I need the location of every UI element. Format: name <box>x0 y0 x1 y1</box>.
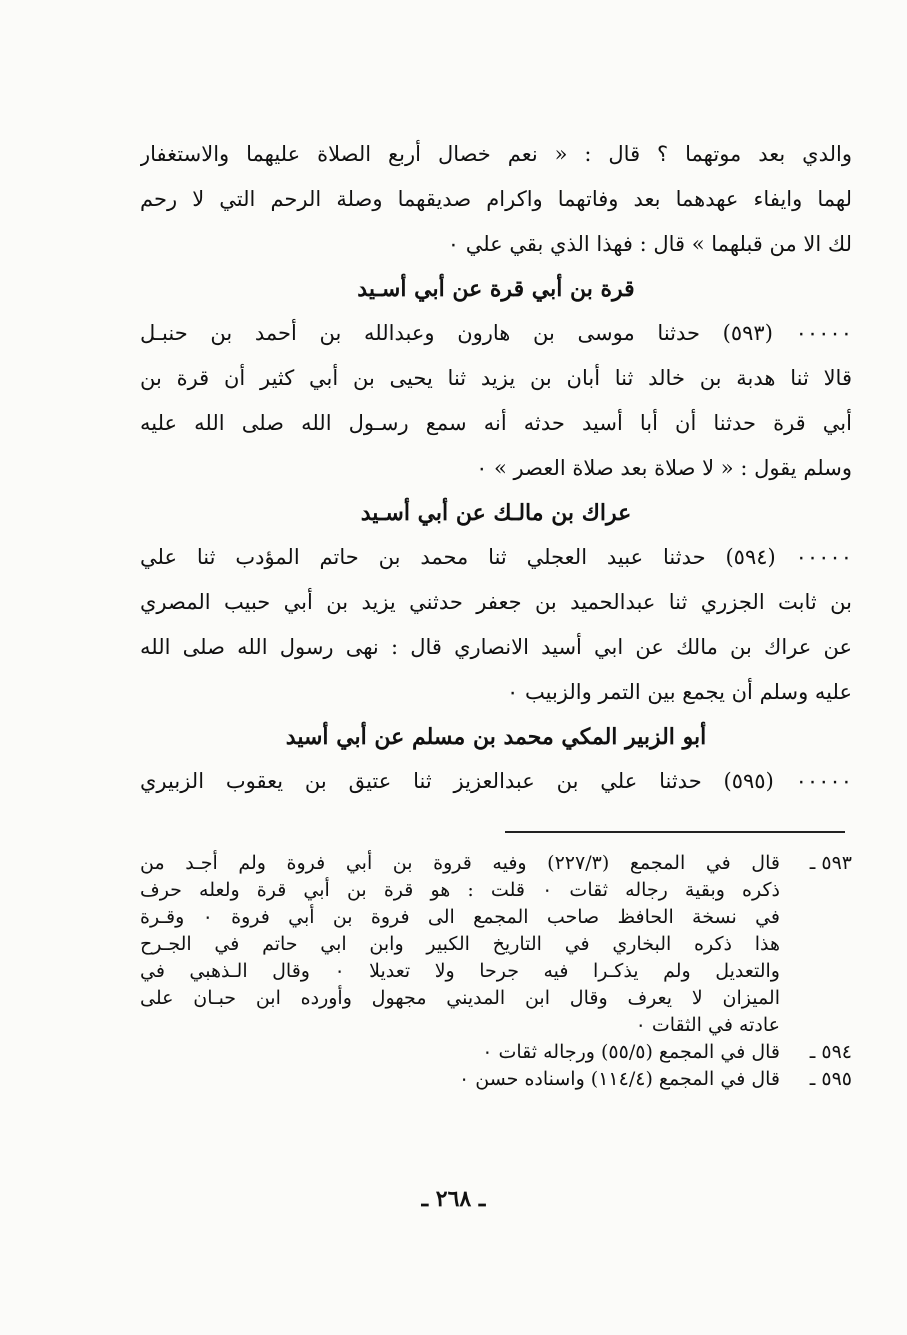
footnote-line: قال في المجمع (١١٤/٤) واسناده حسن ٠ <box>458 1068 780 1090</box>
footnote-593 <box>140 850 852 1039</box>
footnote-divider <box>505 831 845 833</box>
footnote-line: هذا ذكره البخاري في التاريخ الكبير وابن ابي حاتم في الجـرح <box>140 933 780 955</box>
footnote-line: قال في المجمع (٥٥/٥) ورجاله ثقات ٠ <box>482 1041 780 1063</box>
footnotes <box>140 850 852 1093</box>
footnote-594 <box>140 1039 852 1066</box>
text-line: لك الا من قبلهما » قال : فهذا الذي بقي علي ٠ <box>447 232 852 256</box>
text-line: لهما وايفاء عهدهما بعد وفاتهما واكرام صديقهما وصلة الرحم التي لا رحم <box>140 187 852 211</box>
footnote-number: ٥٩٥ ـ <box>809 1068 852 1090</box>
text-line: والدي بعد موتهما ؟ قال : « نعم خصال أربع الصلاة عليهما والاستغفار <box>140 142 852 166</box>
text-line: ٠٠٠٠٠ (٥٩٤) حدثنا عبيد العجلي ثنا محمد بن حاتم المؤدب ثنا علي <box>140 545 852 569</box>
footnote-number: ٥٩٤ ـ <box>809 1041 852 1063</box>
footnote-line: والتعديل ولم يذكـرا فيه جرحا ولا تعديلا ٠ وقال الـذهبي في <box>140 960 780 982</box>
footnote-line: قال في المجمع (٢٢٧/٣) وفيه قروة بن أبي فروة ولم أجـد من <box>140 852 780 874</box>
footnote-number: ٥٩٣ ـ <box>809 852 852 874</box>
text-line: ٠٠٠٠٠ (٥٩٣) حدثنا موسى بن هارون وعبدالله بن أحمد بن حنبـل <box>140 321 852 345</box>
text-line: بن ثابت الجزري ثنا عبدالحميد بن جعفر حدثني يزيد بن أبي حبيب المصري <box>140 590 852 614</box>
footnote-595 <box>140 1066 852 1093</box>
footnote-line: في نسخة الحافظ صاحب المجمع الى فروة بن أبي فروة ٠ وقـرة <box>140 906 780 928</box>
text-line: وسلم يقول : « لا صلاة بعد صلاة العصر » ٠ <box>476 456 852 480</box>
text-line: قالا ثنا هدبة بن خالد ثنا أبان بن يزيد ثنا يحيى بن أبي كثير أن قرة بن <box>140 366 852 390</box>
text-line: عن عراك بن مالك عن ابي أسيد الانصاري قال : نهى رسول الله صلى الله <box>140 635 852 659</box>
text-line: عليه وسلم أن يجمع بين التمر والزبيب ٠ <box>507 680 852 704</box>
footnote-line: عادته في الثقات ٠ <box>635 1014 780 1036</box>
main-text <box>140 132 852 804</box>
section-heading: قرة بن أبي قرة عن أبي أسـيد <box>357 276 635 302</box>
footnote-line: ذكره وبقية رجاله ثقات ٠ قلت : هو قرة بن أبي قرة ولعله حرف <box>140 879 780 901</box>
text-line: ٠٠٠٠٠ (٥٩٥) حدثنا علي بن عبدالعزيز ثنا عتيق بن يعقوب الزبيري <box>140 769 852 793</box>
text-line: أبي قرة حدثنا أن أبا أسيد حدثه أنه سمع رسـول الله صلى الله عليه <box>140 411 852 435</box>
section-heading: أبو الزبير المكي محمد بن مسلم عن أبي أسيد <box>285 724 707 750</box>
footnote-line: الميزان لا يعرف وقال ابن المديني مجهول وأورده ابن حبـان على <box>140 987 780 1009</box>
section-heading: عراك بن مالـك عن أبي أسـيد <box>360 500 632 526</box>
page-number: ـ ٢٦٨ ـ <box>421 1186 486 1212</box>
